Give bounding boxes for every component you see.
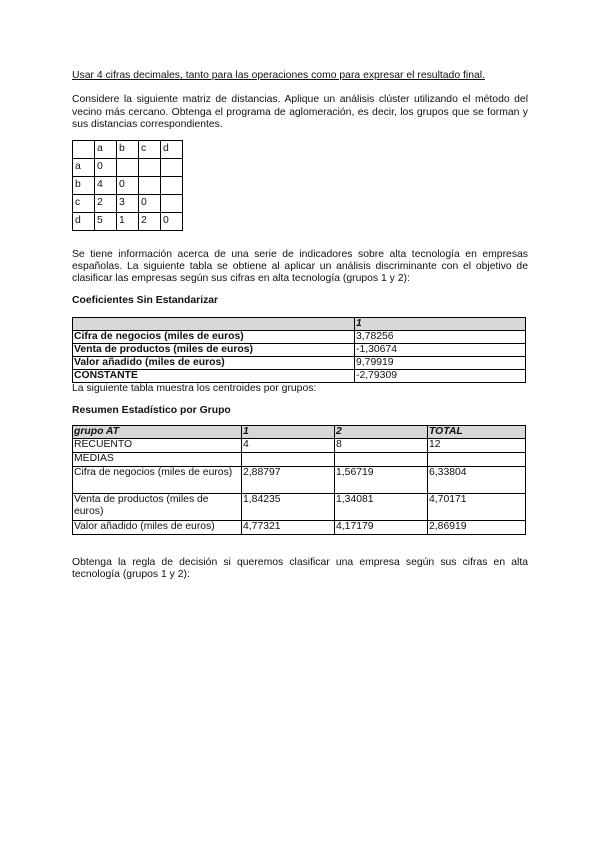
matrix-cell <box>73 140 95 158</box>
coef-row <box>73 331 526 344</box>
stats-table-title: Resumen Estadístico por Grupo <box>72 404 231 416</box>
stats-row <box>73 453 526 467</box>
matrix-cell: 4 <box>95 176 117 194</box>
stats-cell: 4,17179 <box>335 521 428 535</box>
matrix-cell: 1 <box>117 212 139 230</box>
discriminant-intro: Se tiene información acerca de una serie de indicadores sobre alta tecnología en empresas españolas. La siguiente tabla se obtiene al aplicar un análisis discriminante con el objetivo de clasificar las empresas según sus cifras en alta tecnología (grupos 1 y 2): <box>72 248 528 285</box>
matrix-cell <box>139 158 161 176</box>
coef-value: -1,30674 <box>355 344 526 357</box>
matrix-row <box>73 212 183 230</box>
coef-header-row <box>73 318 526 331</box>
stats-cell: Cifra de negocios (miles de euros) <box>73 467 242 494</box>
matrix-cell: b <box>73 176 95 194</box>
stats-cell <box>335 453 428 467</box>
matrix-row <box>73 158 183 176</box>
coef-value: 9,79919 <box>355 357 526 370</box>
matrix-cell: a <box>95 140 117 158</box>
decimal-instruction: Usar 4 cifras decimales, tanto para las operaciones como para expresar el resultado final. <box>72 70 485 81</box>
stats-row <box>73 494 526 521</box>
matrix-row <box>73 194 183 212</box>
centroids-intro: La siguiente tabla muestra los centroides por grupos: <box>72 383 317 395</box>
stats-cell <box>428 453 526 467</box>
stats-header-cell: TOTAL <box>428 426 526 439</box>
matrix-cell: 0 <box>117 176 139 194</box>
stats-cell: 1,84235 <box>242 494 335 521</box>
stats-cell: Venta de productos (miles de euros) <box>73 494 242 521</box>
stats-cell: 4,70171 <box>428 494 526 521</box>
coef-row <box>73 344 526 357</box>
coef-value: 3,78256 <box>355 331 526 344</box>
coef-header-cell <box>73 318 355 331</box>
stats-cell: RECUENTO <box>73 439 242 453</box>
matrix-cell: d <box>161 140 183 158</box>
stats-cell: 4,77321 <box>242 521 335 535</box>
coef-row <box>73 370 526 383</box>
coef-label: Venta de productos (miles de euros) <box>73 344 355 357</box>
matrix-row <box>73 176 183 194</box>
coef-table-title: Coeficientes Sin Estandarizar <box>72 294 219 306</box>
matrix-cell <box>161 176 183 194</box>
distance-matrix <box>72 140 183 231</box>
matrix-cell: 0 <box>161 212 183 230</box>
coef-label: CONSTANTE <box>73 370 355 383</box>
stats-cell: 12 <box>428 439 526 453</box>
stats-row <box>73 439 526 453</box>
matrix-cell <box>161 158 183 176</box>
stats-cell: 6,33804 <box>428 467 526 494</box>
matrix-cell: 2 <box>139 212 161 230</box>
matrix-cell: b <box>117 140 139 158</box>
matrix-cell: c <box>73 194 95 212</box>
coef-header-cell: 1 <box>355 318 526 331</box>
matrix-cell: 0 <box>95 158 117 176</box>
stats-row <box>73 521 526 535</box>
stats-cell: 8 <box>335 439 428 453</box>
decision-rule-question: Obtenga la regla de decisión si queremos clasificar una empresa según sus cifras en alta tecnología (grupos 1 y 2): <box>72 557 528 581</box>
matrix-cell <box>117 158 139 176</box>
stats-row <box>73 467 526 494</box>
matrix-cell: 2 <box>95 194 117 212</box>
stats-cell: MEDIAS <box>73 453 242 467</box>
coef-label: Cifra de negocios (miles de euros) <box>73 331 355 344</box>
matrix-cell <box>139 176 161 194</box>
matrix-cell: 0 <box>139 194 161 212</box>
coefficients-table <box>72 317 526 383</box>
exam-page <box>72 70 528 582</box>
stats-cell: 2,86919 <box>428 521 526 535</box>
matrix-header-row <box>73 140 183 158</box>
coef-label: Valor añadido (miles de euros) <box>73 357 355 370</box>
stats-header-cell: 2 <box>335 426 428 439</box>
stats-header-cell: 1 <box>242 426 335 439</box>
matrix-cell: c <box>139 140 161 158</box>
matrix-cell: d <box>73 212 95 230</box>
stats-cell: 4 <box>242 439 335 453</box>
stats-cell: Valor añadido (miles de euros) <box>73 521 242 535</box>
coef-value: -2,79309 <box>355 370 526 383</box>
stats-cell <box>242 453 335 467</box>
cluster-question: Considere la siguiente matriz de distancias. Aplique un análisis clúster utilizando el método del vecino más cercano. Obtenga el programa de aglomeración, es decir, los grupos que se forman y sus distancias correspondientes. <box>72 94 528 131</box>
coef-row <box>73 357 526 370</box>
matrix-cell: 5 <box>95 212 117 230</box>
stats-cell: 1,34081 <box>335 494 428 521</box>
stats-cell: 1,56719 <box>335 467 428 494</box>
matrix-cell: 3 <box>117 194 139 212</box>
stats-header-row <box>73 426 526 439</box>
matrix-cell <box>161 194 183 212</box>
group-stats-table <box>72 425 526 535</box>
matrix-cell: a <box>73 158 95 176</box>
stats-cell: 2,88797 <box>242 467 335 494</box>
stats-header-cell: grupo AT <box>73 426 242 439</box>
